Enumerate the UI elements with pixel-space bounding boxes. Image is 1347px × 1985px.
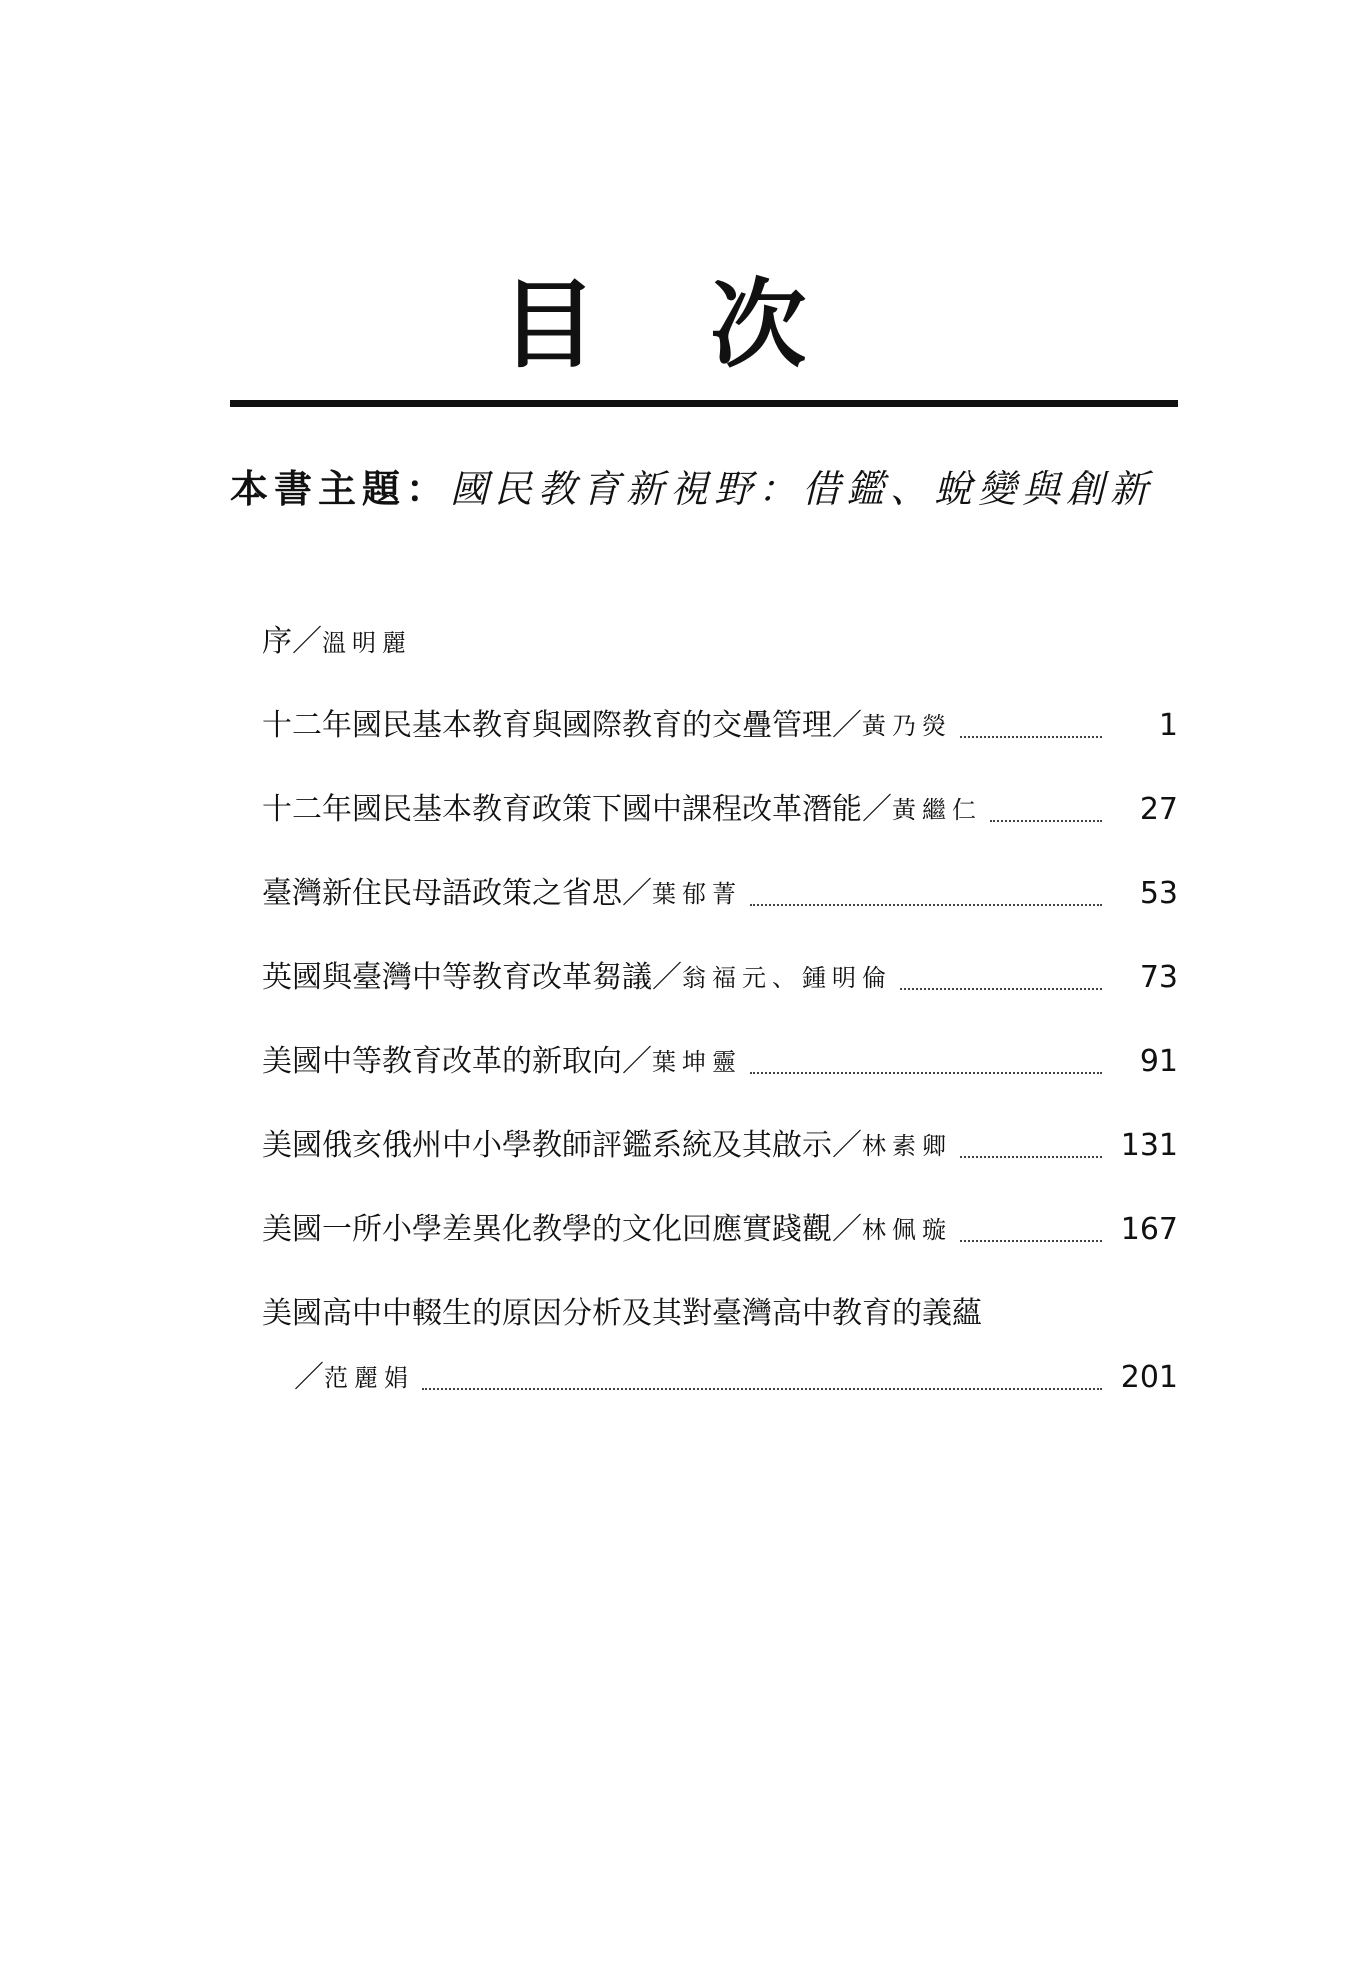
entry-page-number: 73 xyxy=(1139,960,1178,995)
dot-leader xyxy=(960,1240,1102,1242)
dot-leader xyxy=(900,988,1102,990)
table-of-contents xyxy=(262,620,1178,1440)
entry-separator: ／ xyxy=(832,1212,862,1247)
toc-entry[interactable] xyxy=(262,1040,1178,1084)
toc-entry[interactable] xyxy=(262,788,1178,832)
theme-label: 本書主題： xyxy=(230,467,451,511)
entry-separator: ／ xyxy=(652,960,682,995)
toc-entry[interactable] xyxy=(262,1208,1178,1252)
entry-author: 林佩璇 xyxy=(862,1216,952,1244)
entry-title: 美國高中中輟生的原因分析及其對臺灣高中教育的義蘊 xyxy=(262,1296,982,1331)
toc-entry[interactable] xyxy=(262,1124,1178,1168)
dot-leader xyxy=(990,820,1102,822)
entry-page-number: 167 xyxy=(1120,1212,1178,1247)
title-rule xyxy=(230,400,1178,407)
entry-title: 十二年國民基本教育與國際教育的交疊管理 xyxy=(262,708,832,743)
page-title: 目 次 xyxy=(500,268,847,381)
entry-author: 黃乃熒 xyxy=(862,712,952,740)
entry-separator: ／ xyxy=(832,1128,862,1163)
theme-name: 國民教育新視野：借鑑、蛻變與創新 xyxy=(450,467,1155,511)
book-theme xyxy=(230,462,1178,516)
entry-title: 臺灣新住民母語政策之省思 xyxy=(262,876,622,911)
toc-entry[interactable] xyxy=(262,872,1178,916)
entry-author: 葉郁菁 xyxy=(652,880,742,908)
dot-leader xyxy=(750,1072,1102,1074)
entry-page-number: 27 xyxy=(1139,792,1178,827)
entry-page-number: 53 xyxy=(1139,876,1178,911)
toc-entry-multiline[interactable] xyxy=(262,1292,1178,1400)
entry-separator: ／ xyxy=(294,1360,324,1395)
dot-leader xyxy=(960,736,1102,738)
entry-title: 十二年國民基本教育政策下國中課程改革潛能 xyxy=(262,792,862,827)
entry-page-number: 131 xyxy=(1120,1128,1178,1163)
entry-page-number: 91 xyxy=(1139,1044,1178,1079)
entry-author: 黃繼仁 xyxy=(892,796,982,824)
entry-author: 葉坤靈 xyxy=(652,1048,742,1076)
entry-separator: ／ xyxy=(622,876,652,911)
toc-entry[interactable] xyxy=(262,956,1178,1000)
entry-title: 美國一所小學差異化教學的文化回應實踐觀 xyxy=(262,1212,832,1247)
entry-author: 范麗娟 xyxy=(324,1364,414,1392)
preface-separator: ／ xyxy=(292,624,322,659)
entry-separator: ／ xyxy=(862,792,892,827)
entry-author: 林素卿 xyxy=(862,1132,952,1160)
entry-separator: ／ xyxy=(622,1044,652,1079)
entry-title: 美國中等教育改革的新取向 xyxy=(262,1044,622,1079)
entry-separator: ／ xyxy=(832,708,862,743)
dot-leader xyxy=(960,1156,1102,1158)
entry-title: 英國與臺灣中等教育改革芻議 xyxy=(262,960,652,995)
entry-page-number: 1 xyxy=(1158,708,1178,743)
preface-author: 溫明麗 xyxy=(322,629,412,657)
entry-author: 翁福元、鍾明倫 xyxy=(682,964,892,992)
dot-leader xyxy=(750,904,1102,906)
toc-entry[interactable] xyxy=(262,704,1178,748)
toc-preface[interactable] xyxy=(262,620,1178,664)
preface-label: 序 xyxy=(262,624,292,659)
dot-leader xyxy=(422,1388,1102,1390)
entry-page-number: 201 xyxy=(1120,1360,1178,1395)
entry-title: 美國俄亥俄州中小學教師評鑑系統及其啟示 xyxy=(262,1128,832,1163)
